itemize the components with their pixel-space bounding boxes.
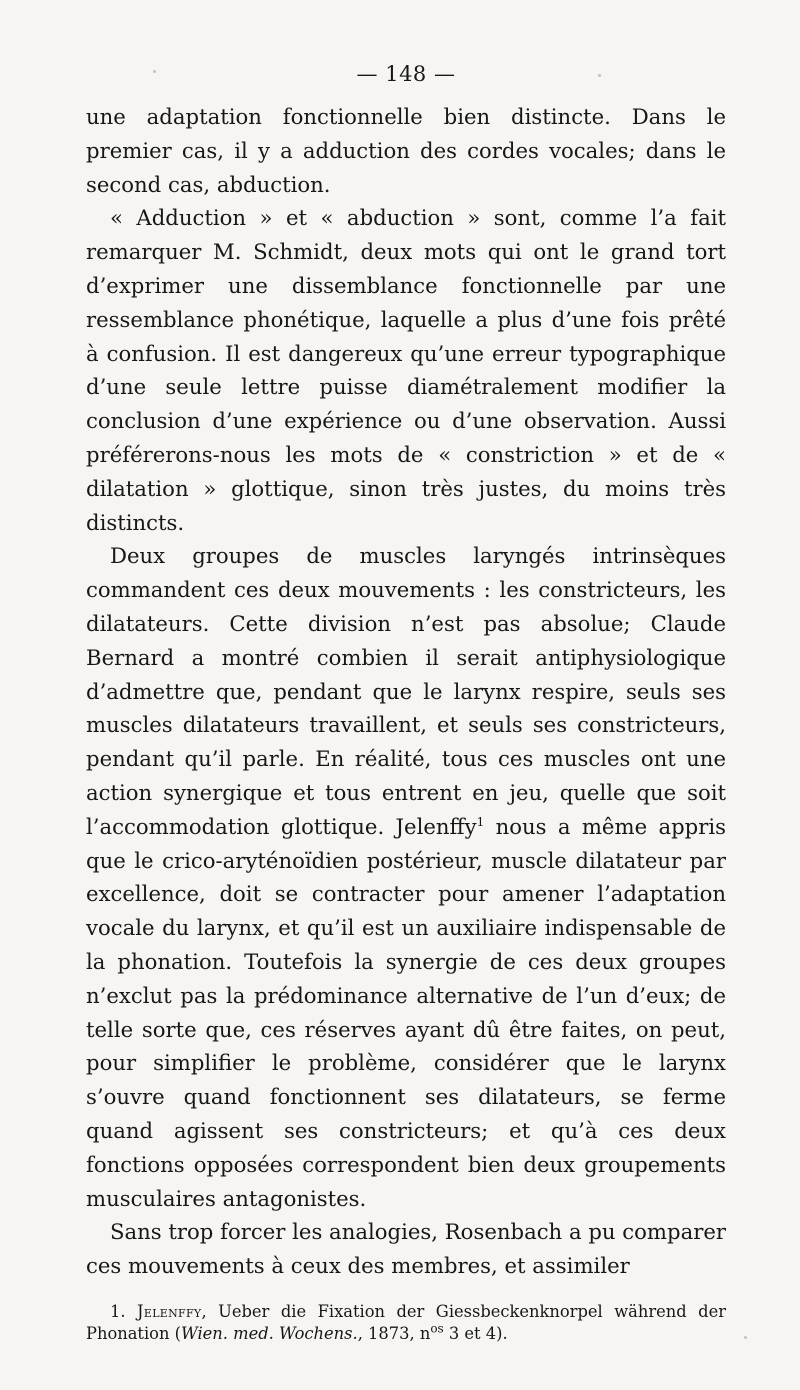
footnote-nos-superscript: os xyxy=(430,1321,444,1336)
footnote-text-1: , Ueber die Fixation der Giessbeckenknorpel während der Phonation ( xyxy=(86,1301,726,1343)
footnote-author: Jelenffy xyxy=(137,1301,202,1321)
paper-speck xyxy=(153,70,156,73)
paragraph-2: « Adduction » et « abduction » sont, comme l’a fait remarquer M. Schmidt, deux mots qui ont le grand tort d’exprimer une dissemblance fonctionnelle par une ressemblance phonétique, laquelle a plus d’une fois prêté à confusion. Il est dangereux qu’une erreur typographique d’une seule lettre puisse diamétralement modifier la conclusion d’une expérience ou d’une observation. Aussi préférerons-nous les mots de « constriction » et de « dilatation » glottique, sinon très justes, du moins très distincts. xyxy=(86,205,726,535)
paragraph-3-part-2: nous a même appris que le crico-aryténoïdien postérieur, muscle dilatateur par excellence, doit se contracter pour amener l’adaptation vocale du larynx, et qu’il est un auxiliaire indispensable de la phonation. Toutefois la synergie de ces deux groupes n’exclut pas la prédominance alternative de l’un d’eux; de telle sorte que, ces réserves ayant dû être faites, on peut, pour simplifier le problème, considérer que le larynx s’ouvre quand fonctionnent ses dilatateurs, se ferme quand agissent ses constricteurs; et qu’à ces deux fonctions opposées correspondent bien deux groupements musculaires antagonistes. xyxy=(86,813,726,1211)
paper-speck xyxy=(744,1336,747,1339)
paper-speck xyxy=(598,74,601,77)
page-number: — 148 — xyxy=(356,62,456,86)
paragraph-3 xyxy=(86,539,726,1215)
footnote-number: 1. xyxy=(110,1301,138,1321)
footnote-text-2: , 1873, n xyxy=(357,1323,431,1343)
footnote-reference: 1 xyxy=(476,814,485,829)
paragraph-3-part-1: Deux groupes de muscles laryngés intrinsèques commandent ces deux mouvements : les constricteurs, les dilatateurs. Cette division n’est pas absolue; Claude Bernard a montré combien il serait antiphysiologique d’admettre que, pendant que le larynx respire, seuls ses muscles dilatateurs travaillent, et seuls ses constricteurs, pendant qu’il parle. En réalité, tous ces muscles ont une action synergique et tous entrent en jeu, quelle que soit l’accommodation glottique. Jelenffy xyxy=(86,543,726,839)
footnote-text-3: 3 et 4). xyxy=(443,1323,508,1343)
paragraph-1: une adaptation fonctionnelle bien distincte. Dans le premier cas, il y a adduction des cordes vocales; dans le second cas, abduction. xyxy=(86,104,726,197)
footnote-body xyxy=(86,1301,726,1345)
footnote xyxy=(86,1301,726,1345)
main-text xyxy=(86,100,726,1283)
paragraph-4: Sans trop forcer les analogies, Rosenbach a pu comparer ces mouvements à ceux des membres, et assimiler xyxy=(86,1219,726,1279)
footnote-journal: Wien. med. Wochens. xyxy=(181,1323,358,1343)
